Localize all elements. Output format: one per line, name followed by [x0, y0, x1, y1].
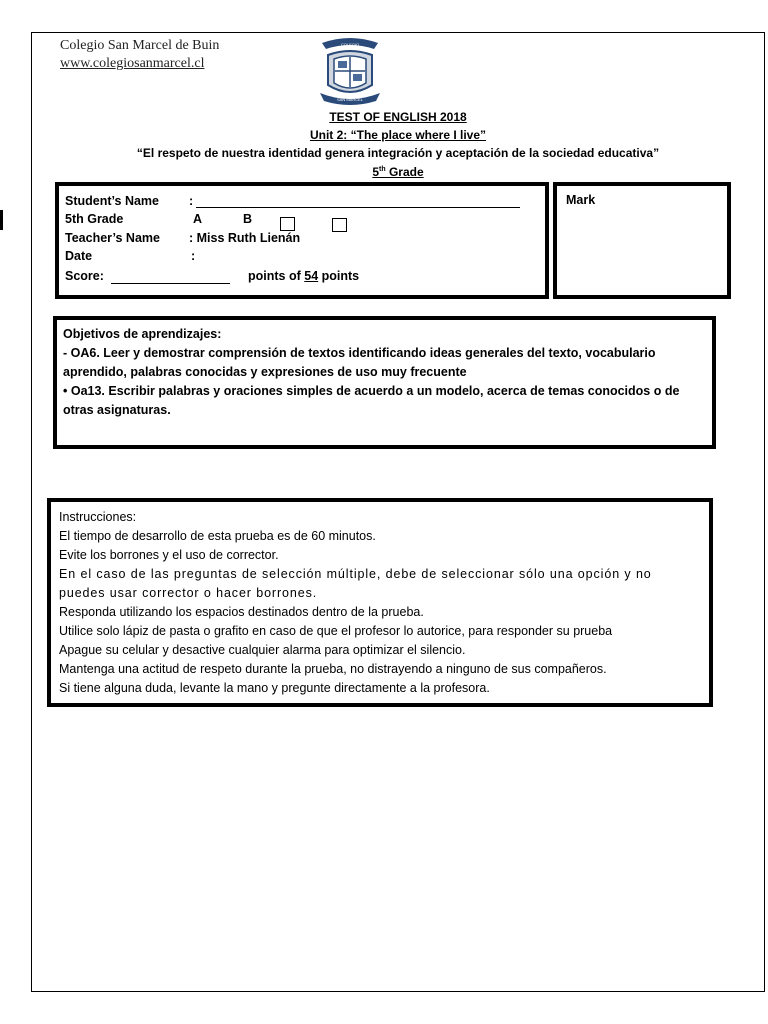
crest-bottom-text: SAN MARCEL	[336, 97, 364, 102]
objective-oa13: • Oa13. Escribir palabras y oraciones simples de acuerdo a un modelo, acerca de temas conocidos o de otras asignaturas.	[63, 384, 680, 417]
grade-label: 5th Grade	[65, 212, 124, 226]
instruction-line-8: Si tiene alguna duda, levante la mano y pregunte directamente a la profesora.	[59, 681, 490, 695]
objectives-text	[63, 325, 713, 420]
score-field[interactable]	[111, 283, 230, 284]
objective-oa6: - OA6. Leer y demostrar comprensión de textos identificando ideas generales del texto, vocabulario aprendido, palabras conocidas y expresiones de uso muy frecuente	[63, 346, 656, 379]
instruction-line-1: El tiempo de desarrollo de esta prueba es de 60 minutos.	[59, 529, 376, 543]
crest-top-text: COLEGIO	[340, 42, 360, 47]
teacher-name-value: : Miss Ruth Lienán	[189, 231, 301, 245]
unit-title: Unit 2: “The place where I live”	[309, 128, 487, 142]
grade-number: 5	[372, 165, 380, 179]
instruction-line-4: Responda utilizando los espacios destinados dentro de la prueba.	[59, 605, 424, 619]
school-website-link[interactable]: www.colegiosanmarcel.cl	[60, 56, 205, 71]
school-name: Colegio San Marcel de Buin	[60, 38, 220, 53]
total-points: 54	[304, 269, 319, 283]
instruction-line-6: Apague su celular y desactive cualquier alarma para optimizar el silencio.	[59, 643, 466, 657]
option-b-checkbox[interactable]	[332, 218, 347, 232]
option-a-label: A	[193, 212, 203, 226]
points-of-text	[248, 269, 359, 283]
instruction-line-5: Utilice solo lápiz de pasta o grafito en caso de que el profesor lo autorice, para responder su prueba	[59, 624, 613, 638]
grade-heading	[31, 162, 765, 180]
mark-label: Mark	[566, 193, 596, 207]
test-title: TEST OF ENGLISH 2018	[329, 110, 467, 124]
grade-word: Grade	[388, 165, 424, 179]
date-label: Date	[65, 249, 93, 263]
instruction-line-3b: puedes usar corrector o hacer borrones.	[59, 586, 318, 600]
objectives-title: Objetivos de aprendizajes:	[63, 327, 222, 341]
option-a-checkbox[interactable]	[280, 217, 295, 231]
instructions-title: Instrucciones:	[59, 510, 137, 524]
option-b-label: B	[243, 212, 253, 226]
school-info	[60, 37, 219, 73]
date-colon: :	[191, 249, 196, 263]
student-name-label: Student’s Name	[65, 194, 160, 208]
grade-superscript: th	[379, 166, 386, 173]
instruction-line-3a: En el caso de las preguntas de selección múltiple, debe de seleccionar sólo una opción y no	[59, 567, 652, 581]
school-crest-logo	[314, 35, 386, 109]
instruction-line-2: Evite los borrones y el uso de corrector.	[59, 548, 279, 562]
student-name-field[interactable]	[196, 207, 520, 208]
points-word: points	[321, 269, 360, 283]
margin-mark	[0, 210, 3, 230]
points-of-label: points of	[248, 269, 301, 283]
instruction-line-7: Mantenga una actitud de respeto durante la prueba, no distrayendo a ninguno de sus compañeros.	[59, 662, 607, 676]
teacher-name-label: Teacher’s Name	[65, 231, 160, 245]
score-label: Score:	[65, 269, 104, 283]
student-name-colon: :	[189, 194, 194, 208]
instructions-text	[59, 508, 709, 698]
school-motto: “El respeto de nuestra identidad genera integración y aceptación de la sociedad educativa”	[136, 146, 660, 160]
